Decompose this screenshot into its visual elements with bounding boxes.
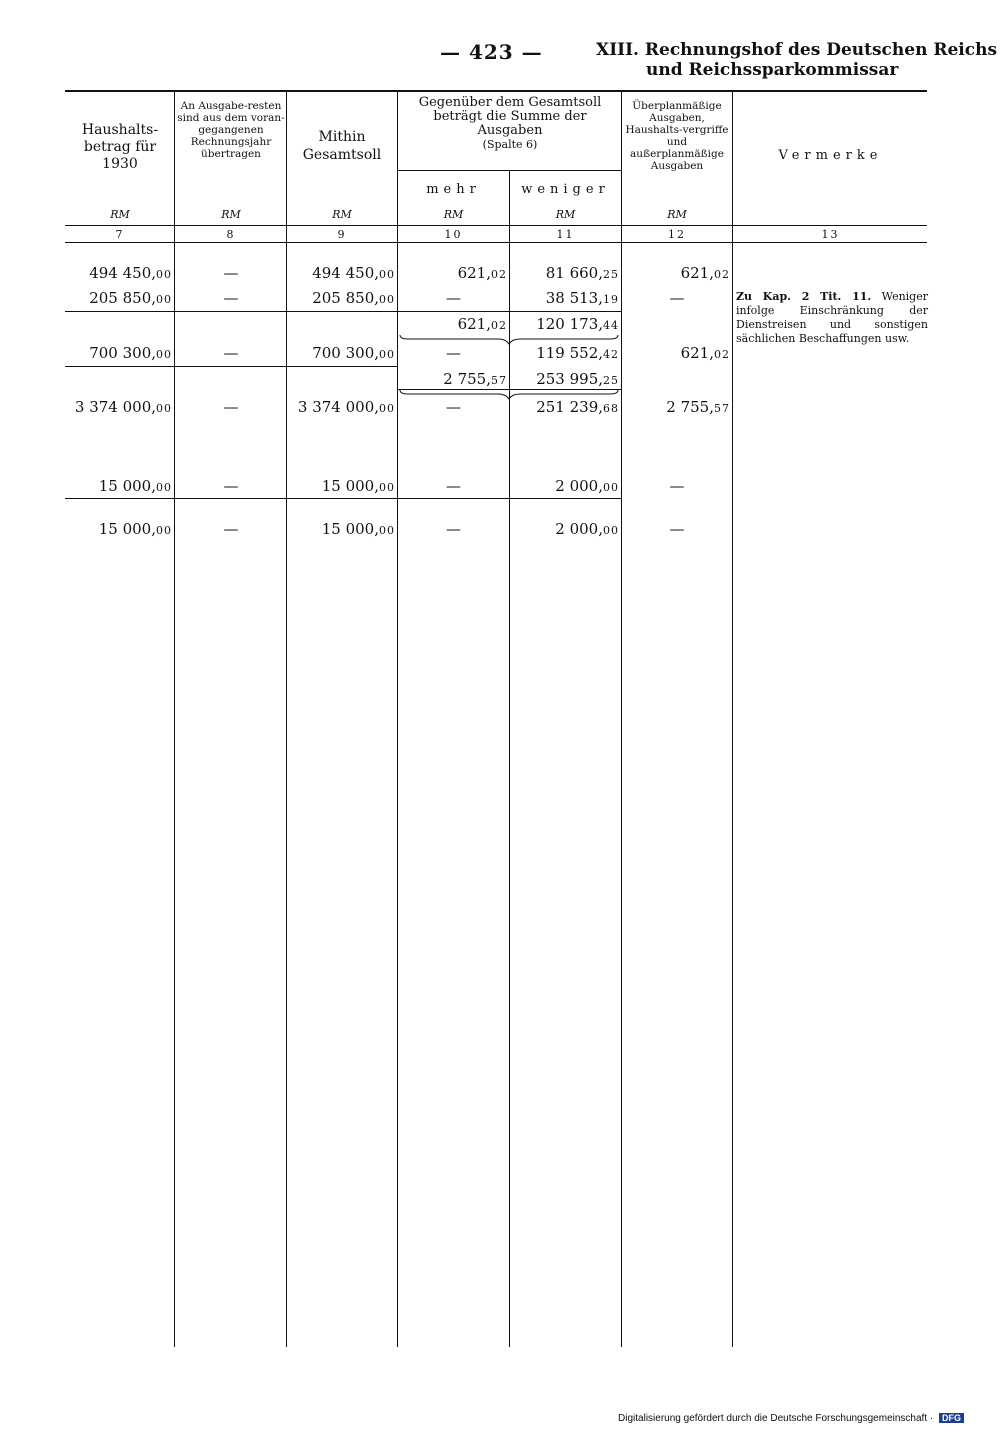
remark-note bbox=[736, 290, 928, 346]
r1-c8: — bbox=[223, 264, 239, 282]
r6-c8: — bbox=[223, 398, 239, 416]
section-rule bbox=[397, 311, 621, 312]
r2-c12: — bbox=[669, 289, 685, 307]
r2-c9: 205 850,00 bbox=[312, 289, 395, 307]
r4-c9: 700 300,00 bbox=[312, 344, 395, 362]
r6-c10: — bbox=[446, 398, 461, 416]
column-number: 7 bbox=[115, 228, 125, 241]
r4-c12: 621,02 bbox=[680, 344, 730, 362]
remark-reference: Zu Kap. 2 Tit. 11. bbox=[736, 290, 872, 303]
col-divider bbox=[286, 92, 287, 1347]
unit-label: RM bbox=[221, 208, 241, 221]
r7-c12: — bbox=[669, 477, 685, 495]
page-title bbox=[596, 40, 997, 80]
col12-header: Überplanmäßige Ausgaben, Haushalts-vergriffe und außerplanmäßige Ausgaben bbox=[625, 100, 729, 172]
section-rule bbox=[65, 311, 397, 312]
r1-c11: 81 660,25 bbox=[545, 264, 619, 282]
column-number: 9 bbox=[337, 228, 347, 241]
r5-c10: 2 755,57 bbox=[443, 370, 507, 388]
footer-text: Digitalisierung gefördert durch die Deutsche Forschungsgemeinschaft bbox=[618, 1413, 928, 1424]
r4-c11: 119 552,42 bbox=[536, 344, 619, 362]
col9-header: Mithin Gesamtsoll bbox=[302, 129, 382, 163]
r4-c8: — bbox=[223, 344, 239, 362]
r8-c7: 15 000,00 bbox=[98, 520, 172, 538]
col-divider bbox=[732, 92, 733, 1347]
remark-text: Weniger infolge Einschränkung der Dienstreisen und sonstigen sächlichen Beschaffungen usw. bbox=[736, 290, 928, 345]
col10-11-title: Gegenüber dem Gesamtsoll beträgt die Summe der Ausgaben bbox=[418, 95, 602, 138]
col7-header: Haushalts-betrag für 1930 bbox=[81, 122, 159, 172]
col-divider bbox=[509, 170, 510, 1347]
unit-label: RM bbox=[555, 208, 576, 221]
r8-c8: — bbox=[223, 520, 239, 538]
unit-label: RM bbox=[332, 208, 352, 221]
r7-c10: — bbox=[446, 477, 461, 495]
unit-label: RM bbox=[667, 208, 687, 221]
page-number: — 423 — bbox=[440, 40, 543, 64]
section-rule bbox=[65, 366, 397, 367]
r8-c11: 2 000,00 bbox=[555, 520, 619, 538]
r5-c11: 253 995,25 bbox=[536, 370, 619, 388]
r6-c7: 3 374 000,00 bbox=[74, 398, 172, 416]
title-line-1: XIII. Rechnungshof des Deutschen Reichs bbox=[596, 40, 998, 60]
col8-header: An Ausgabe-resten sind aus dem voran-gegangenen Rechnungsjahr übertragen bbox=[177, 100, 285, 160]
r8-c9: 15 000,00 bbox=[321, 520, 395, 538]
col-divider bbox=[174, 92, 175, 1347]
col13-header: Vermerke bbox=[778, 148, 883, 163]
table-top-rule bbox=[65, 90, 927, 92]
r8-c10: — bbox=[446, 520, 461, 538]
r1-c12: 621,02 bbox=[680, 264, 730, 282]
col-divider bbox=[621, 92, 622, 1347]
r3-c10: 621,02 bbox=[457, 315, 507, 333]
col10-11-subtitle: (Spalte 6) bbox=[482, 138, 538, 151]
r1-c7: 494 450,00 bbox=[89, 264, 172, 282]
r6-c9: 3 374 000,00 bbox=[297, 398, 395, 416]
col10-11-header bbox=[400, 96, 620, 152]
column-number: 12 bbox=[668, 228, 686, 241]
r1-c9: 494 450,00 bbox=[312, 264, 395, 282]
r7-c9: 15 000,00 bbox=[321, 477, 395, 495]
unit-label: RM bbox=[443, 208, 464, 221]
column-number: 13 bbox=[821, 228, 840, 241]
column-number: 11 bbox=[556, 228, 575, 241]
header-rule bbox=[65, 225, 927, 226]
r6-c11: 251 239,68 bbox=[536, 398, 619, 416]
r2-c8: — bbox=[223, 289, 239, 307]
r1-c10: 621,02 bbox=[457, 264, 507, 282]
r2-c11: 38 513,19 bbox=[545, 289, 619, 307]
r6-c12: 2 755,57 bbox=[666, 398, 730, 416]
r7-c8: — bbox=[223, 477, 239, 495]
r2-c10: — bbox=[446, 289, 461, 307]
column-number: 8 bbox=[226, 228, 236, 241]
title-line-2: und Reichssparkommissar bbox=[646, 60, 899, 80]
r4-c7: 700 300,00 bbox=[89, 344, 172, 362]
section-rule bbox=[65, 498, 621, 499]
col-divider bbox=[397, 92, 398, 1347]
r7-c11: 2 000,00 bbox=[555, 477, 619, 495]
r4-c10: — bbox=[446, 344, 461, 362]
r7-c7: 15 000,00 bbox=[98, 477, 172, 495]
dfg-logo: DFG bbox=[939, 1413, 964, 1423]
r2-c7: 205 850,00 bbox=[89, 289, 172, 307]
unit-label: RM bbox=[110, 208, 130, 221]
r8-c12: — bbox=[669, 520, 685, 538]
column-number: 10 bbox=[444, 228, 463, 241]
col11-header: weniger bbox=[521, 182, 610, 197]
r3-c11: 120 173,44 bbox=[536, 315, 619, 333]
col10-header: mehr bbox=[426, 182, 481, 197]
colnum-rule bbox=[65, 242, 927, 243]
footer: Digitalisierung gefördert durch die Deutsche Forschungsgemeinschaft · DFG bbox=[618, 1413, 964, 1424]
